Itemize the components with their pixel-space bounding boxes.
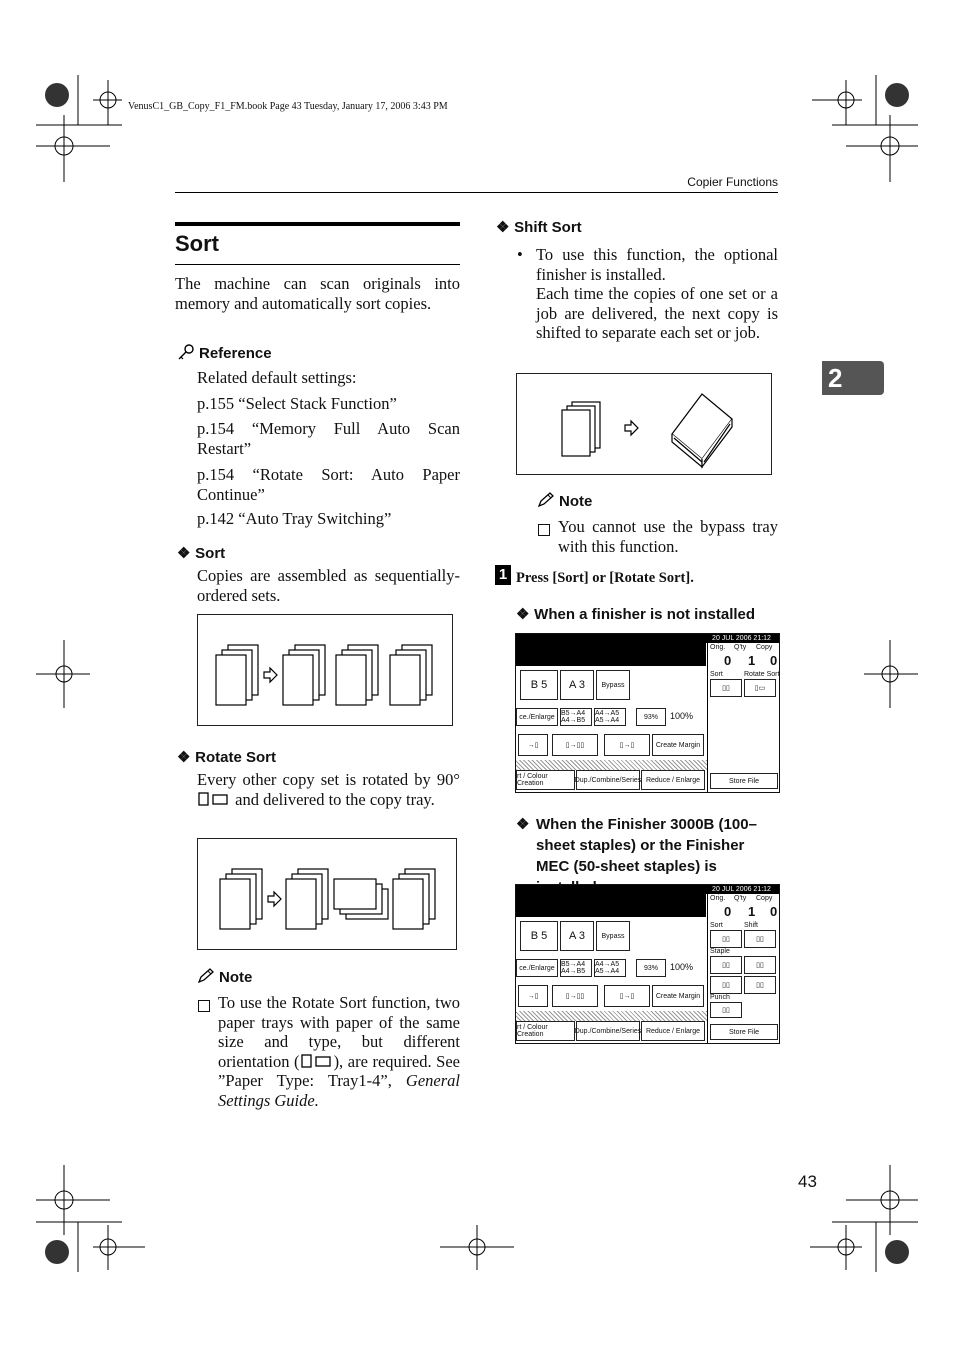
series-button[interactable]: ▯→▯	[604, 734, 650, 756]
diamond-bullet-icon: ❖	[177, 545, 191, 562]
case-no-finisher: ❖ When a finisher is not installed	[516, 606, 756, 623]
page-number: 43	[798, 1172, 817, 1191]
shift-note-heading: Note	[537, 492, 592, 511]
staple-button-2[interactable]: ▯▯	[744, 956, 776, 974]
series-button[interactable]: ▯→▯	[604, 985, 650, 1007]
reference-line: p.154 “Memory Full Auto Scan Restart”	[197, 419, 460, 458]
tray-1-button[interactable]: B 5	[520, 921, 558, 951]
step-number-badge: 1	[495, 565, 511, 585]
section-title-rule	[175, 264, 460, 265]
counter-panel: Orig. Q'ty Copy 0 1 0	[707, 643, 780, 669]
shift-sort-subheading: ❖ Shift Sort	[496, 219, 582, 236]
shift-sort-illustration	[516, 373, 772, 475]
key-icon	[177, 344, 195, 360]
ratio-b5-a4-button[interactable]: B5→A4 A4→B5	[560, 708, 592, 726]
shift-sort-bullet: To use this function, the optional finisher is installed.	[536, 245, 778, 284]
create-margin-button[interactable]: Create Margin	[652, 985, 704, 1007]
step-instruction: Press [Sort] or [Rotate Sort].	[516, 570, 694, 586]
tab-reduce-enlarge[interactable]: Reduce / Enlarge	[641, 1021, 705, 1041]
ratio-display: 100%	[670, 711, 694, 721]
reference-line: p.142 “Auto Tray Switching”	[197, 509, 392, 528]
tab-dup-combine-series[interactable]: Dup./Combine/Series	[576, 770, 640, 790]
duplex-button[interactable]: →▯	[518, 734, 548, 756]
staple-button-4[interactable]: ▯▯	[744, 976, 776, 994]
rotate-note-text: To use the Rotate Sort function, two paper trays with paper of the same size and type, but different orientation ( ), are required. See ”Paper Type: Tray1-4”, General Settings Guide.	[218, 993, 460, 1110]
sorted-page-sets-icon	[198, 615, 452, 725]
rotated-page-sets-icon	[198, 839, 456, 949]
sort-subheading: ❖ Sort	[177, 545, 226, 562]
tab-bar	[516, 760, 707, 770]
tab-reduce-enlarge[interactable]: Reduce / Enlarge	[641, 770, 705, 790]
chapter-tab	[822, 361, 884, 395]
portrait-landscape-icon	[300, 1054, 334, 1068]
pencil-icon	[197, 968, 215, 984]
rotate-note-heading: Note	[197, 968, 252, 987]
reference-line: p.154 “Rotate Sort: Auto Paper Continue”	[197, 465, 460, 504]
reduce-enlarge-button[interactable]: ce./Enlarge	[516, 708, 558, 726]
rotate-sort-description: Every other copy set is rotated by 90° and delivered to the copy tray.	[197, 770, 460, 809]
store-file-button[interactable]: Store File	[710, 773, 778, 789]
combine-button[interactable]: ▯→▯▯	[552, 734, 598, 756]
pencil-icon	[537, 492, 555, 508]
reference-line: p.155 “Select Stack Function”	[197, 394, 397, 413]
section-title: Sort	[175, 231, 219, 256]
shift-note-text: You cannot use the bypass tray with this function.	[558, 517, 778, 556]
sort-description: Copies are assembled as sequentially-ordered sets.	[197, 566, 460, 605]
diamond-bullet-icon: ❖	[516, 816, 530, 833]
punch-button[interactable]: ▯▯	[710, 1002, 742, 1018]
ratio-93-button[interactable]: 93%	[636, 708, 666, 726]
staple-button-3[interactable]: ▯▯	[710, 976, 742, 994]
tab-bar	[516, 1011, 707, 1021]
finisher-panel: Sort Rotate Sort ▯▯ ▯▭ Store File	[707, 669, 780, 792]
diamond-bullet-icon: ❖	[516, 606, 530, 623]
bullet-dot: •	[517, 245, 523, 264]
create-margin-button[interactable]: Create Margin	[652, 734, 704, 756]
tab-colour-creation[interactable]: rt / Colour Creation	[516, 1021, 575, 1041]
screen-date: 20 JUL 2006 21:12	[704, 634, 779, 643]
ratio-a4-a5-button[interactable]: A4→A5 A5→A4	[594, 959, 626, 977]
diamond-bullet-icon: ❖	[177, 749, 191, 766]
sort-illustration	[197, 614, 453, 726]
control-panel-screen-no-finisher	[515, 633, 780, 793]
tray-1-button[interactable]: B 5	[520, 670, 558, 700]
diamond-bullet-icon: ❖	[496, 219, 510, 236]
note-checkbox-icon	[198, 997, 218, 1015]
running-title: Copier Functions	[687, 175, 778, 189]
tab-colour-creation[interactable]: rt / Colour Creation	[516, 770, 575, 790]
tray-2-button[interactable]: A 3	[560, 670, 594, 700]
reference-heading	[177, 344, 272, 363]
case-with-finisher: ❖ When the Finisher 3000B (100–sheet staples) or the Finisher MEC (50-sheet staples) is	[516, 816, 757, 875]
shift-sort-detail: Each time the copies of one set or a job are delivered, the next copy is shifted to separate each set or job.	[536, 284, 778, 342]
sort-button[interactable]: ▯▯	[710, 930, 742, 948]
combine-button[interactable]: ▯→▯▯	[552, 985, 598, 1007]
reduce-enlarge-button[interactable]: ce./Enlarge	[516, 959, 558, 977]
tab-dup-combine-series[interactable]: Dup./Combine/Series	[576, 1021, 640, 1041]
screen-title-bar	[516, 634, 706, 666]
shifted-stack-icon	[517, 374, 771, 474]
sort-intro: The machine can scan originals into memory and automatically sort copies.	[175, 274, 460, 313]
note-checkbox-icon	[538, 521, 558, 539]
shift-sort-button[interactable]: ▯▯	[744, 930, 776, 948]
rotate-sort-subheading: ❖ Rotate Sort	[177, 749, 277, 766]
section-top-rule	[175, 222, 460, 226]
reference-line: Related default settings:	[197, 368, 357, 387]
chapter-number: 2	[828, 363, 843, 393]
tray-2-button[interactable]: A 3	[560, 921, 594, 951]
counter-panel: Orig. Q'ty Copy 0 1 0	[707, 894, 780, 920]
file-info-header: VenusC1_GB_Copy_F1_FM.book Page 43 Tuesday, January 17, 2006 3:43 PM	[128, 101, 448, 112]
screen-date: 20 JUL 2006 21:12	[704, 885, 779, 894]
bypass-button[interactable]: Bypass	[596, 670, 630, 700]
rotate-sort-illustration	[197, 838, 457, 950]
portrait-landscape-icon	[197, 792, 231, 806]
staple-button-1[interactable]: ▯▯	[710, 956, 742, 974]
bypass-button[interactable]: Bypass	[596, 921, 630, 951]
ratio-b5-a4-button[interactable]: B5→A4 A4→B5	[560, 959, 592, 977]
screen-title-bar	[516, 885, 706, 917]
control-panel-screen-with-finisher	[515, 884, 780, 1044]
rotate-sort-button[interactable]: ▯▭	[744, 679, 776, 697]
sort-button[interactable]: ▯▯	[710, 679, 742, 697]
ratio-a4-a5-button[interactable]: A4→A5 A5→A4	[594, 708, 626, 726]
ratio-93-button[interactable]: 93%	[636, 959, 666, 977]
store-file-button[interactable]: Store File	[710, 1024, 778, 1040]
reference-label: Reference	[199, 345, 272, 362]
ratio-display: 100%	[670, 962, 694, 972]
duplex-button[interactable]: →▯	[518, 985, 548, 1007]
header-rule	[175, 192, 778, 193]
finisher-panel: Sort Shift ▯▯ ▯▯ Staple ▯▯ ▯▯ ▯▯ ▯▯ Punch ▯▯ Store File	[707, 920, 780, 1043]
